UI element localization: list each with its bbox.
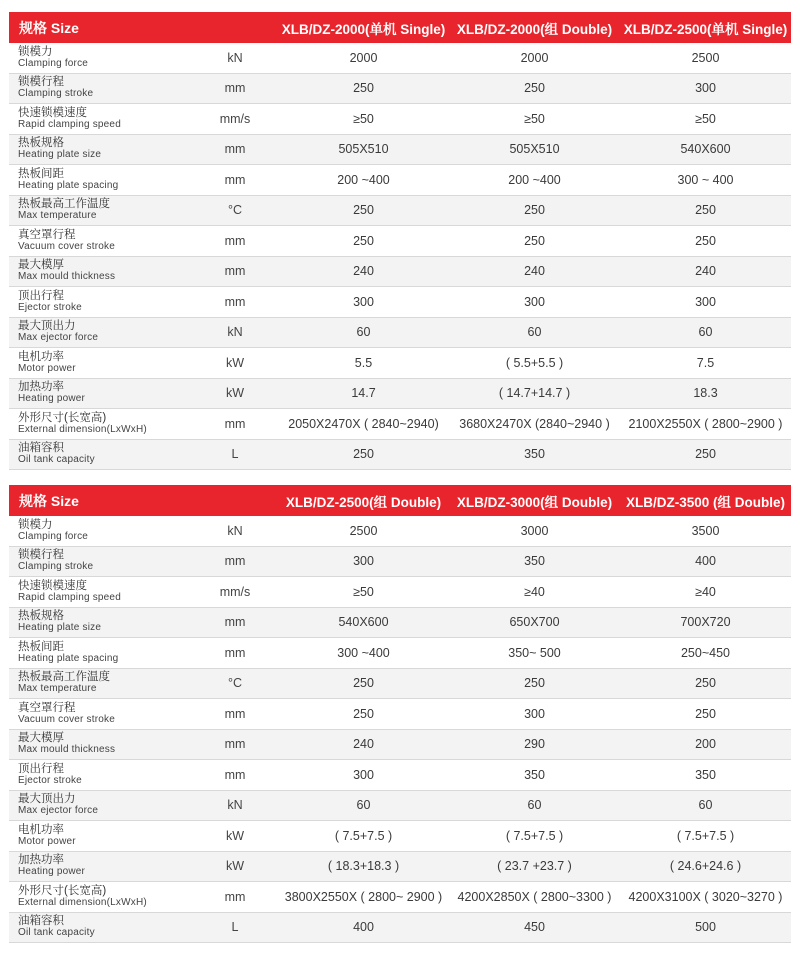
spec-value-cell: 350~ 500	[449, 638, 620, 669]
table-row	[9, 378, 791, 409]
table-row	[9, 165, 791, 196]
spec-value-cell: 3680X2470X (2840~2940 )	[449, 409, 620, 440]
spec-unit-cell: L	[192, 912, 278, 943]
spec-unit-cell: mm/s	[192, 577, 278, 608]
spec-unit-cell: L	[192, 439, 278, 470]
spec-unit-cell: kW	[192, 348, 278, 379]
spec-label-cell	[9, 577, 192, 608]
spec-label-en: Heating power	[18, 866, 86, 878]
spec-label-zh: 最大模厚	[18, 732, 64, 745]
table-row	[9, 912, 791, 943]
table-row	[9, 43, 791, 73]
spec-label-en: Heating power	[18, 393, 86, 405]
spec-value-cell: 250	[278, 226, 449, 257]
spec-value-cell: 540X600	[278, 607, 449, 638]
spec-value-cell: 300	[278, 760, 449, 791]
spec-label-cell	[9, 43, 192, 73]
spec-unit-cell: mm	[192, 165, 278, 196]
spec-value-cell: 240	[278, 256, 449, 287]
spec-unit-cell: mm	[192, 287, 278, 318]
spec-label-cell	[9, 546, 192, 577]
table-row	[9, 607, 791, 638]
spec-value-cell: 240	[278, 729, 449, 760]
spec-label-en: Max ejector force	[18, 805, 99, 817]
spec-label-cell	[9, 729, 192, 760]
spec-label-cell	[9, 287, 192, 318]
spec-unit-cell: mm	[192, 73, 278, 104]
spec-unit-cell: mm	[192, 226, 278, 257]
spec-table-body	[9, 516, 791, 943]
spec-value-cell: ( 23.7 +23.7 )	[449, 851, 620, 882]
table-row	[9, 668, 791, 699]
spec-label-en: Vacuum cover stroke	[18, 240, 115, 252]
spec-label-en: Rapid clamping speed	[18, 591, 121, 603]
spec-value-cell: 400	[620, 546, 791, 577]
spec-label-cell	[9, 699, 192, 730]
table-row	[9, 287, 791, 318]
spec-label-zh: 锁模行程	[18, 76, 64, 89]
spec-label-en: Ejector stroke	[18, 774, 82, 786]
spec-unit-cell: mm	[192, 729, 278, 760]
spec-unit-cell: °C	[192, 195, 278, 226]
spec-value-cell: 2000	[449, 43, 620, 73]
spec-value-cell: 60	[449, 317, 620, 348]
table-row	[9, 317, 791, 348]
spec-value-cell: ≥50	[620, 104, 791, 135]
table-row	[9, 821, 791, 852]
spec-label-en: Clamping stroke	[18, 561, 94, 573]
spec-value-cell: 500	[620, 912, 791, 943]
spec-label-cell	[9, 73, 192, 104]
spec-value-cell: 18.3	[620, 378, 791, 409]
spec-label-en: Motor power	[18, 835, 76, 847]
table-row	[9, 256, 791, 287]
spec-value-cell: 240	[449, 256, 620, 287]
spec-value-cell: 505X510	[449, 134, 620, 165]
spec-label-cell	[9, 378, 192, 409]
spec-value-cell: 250	[278, 73, 449, 104]
spec-value-cell: 540X600	[620, 134, 791, 165]
table-row	[9, 760, 791, 791]
spec-value-cell: 60	[620, 317, 791, 348]
spec-value-cell: 650X700	[449, 607, 620, 638]
table-row	[9, 439, 791, 470]
spec-label-en: Heating plate size	[18, 149, 102, 161]
spec-label-cell	[9, 226, 192, 257]
spec-value-cell: ( 18.3+18.3 )	[278, 851, 449, 882]
spec-label-zh: 锁模力	[18, 518, 53, 531]
table-row	[9, 195, 791, 226]
spec-label-cell	[9, 256, 192, 287]
spec-label-zh: 锁模行程	[18, 549, 64, 562]
spec-value-cell: 250	[278, 195, 449, 226]
spec-label-en: Max temperature	[18, 210, 97, 222]
spec-value-cell: ≥40	[449, 577, 620, 608]
table-row	[9, 699, 791, 730]
spec-label-cell	[9, 638, 192, 669]
spec-label-cell	[9, 439, 192, 470]
spec-label-en: Oil tank capacity	[18, 454, 95, 466]
spec-unit-cell: kW	[192, 378, 278, 409]
spec-label-zh: 最大顶出力	[18, 320, 76, 333]
spec-value-cell: ( 7.5+7.5 )	[620, 821, 791, 852]
spec-value-cell: 450	[449, 912, 620, 943]
spec-label-zh: 快速锁模速度	[18, 579, 87, 592]
spec-unit-cell: mm	[192, 607, 278, 638]
spec-value-cell: 250	[278, 439, 449, 470]
spec-value-cell: 60	[278, 790, 449, 821]
table-row	[9, 134, 791, 165]
spec-value-cell: 4200X3100X ( 3020~3270 )	[620, 882, 791, 913]
spec-value-cell: 300	[278, 287, 449, 318]
spec-label-cell	[9, 790, 192, 821]
spec-value-cell: 60	[620, 790, 791, 821]
spec-label-cell	[9, 851, 192, 882]
spec-value-cell: 700X720	[620, 607, 791, 638]
spec-unit-cell: mm	[192, 256, 278, 287]
model-heading: XLB/DZ-2500(单机 Single)	[620, 12, 791, 43]
spec-value-cell: 350	[449, 760, 620, 791]
spec-label-zh: 顶出行程	[18, 762, 64, 775]
spec-value-cell: 250	[620, 195, 791, 226]
spec-label-zh: 外形尺寸(长宽高)	[18, 411, 107, 424]
table-row	[9, 790, 791, 821]
spec-value-cell: 400	[278, 912, 449, 943]
model-heading: XLB/DZ-3500 (组 Double)	[620, 485, 791, 516]
spec-label-zh: 热板规格	[18, 610, 64, 623]
spec-value-cell: 300 ~ 400	[620, 165, 791, 196]
spec-label-zh: 热板间距	[18, 167, 64, 180]
spec-label-zh: 最大顶出力	[18, 793, 76, 806]
spec-value-cell: 250	[449, 226, 620, 257]
spec-value-cell: 200	[620, 729, 791, 760]
spec-value-cell: ≥40	[620, 577, 791, 608]
table-row	[9, 409, 791, 440]
spec-table-1	[9, 12, 791, 470]
spec-value-cell: 505X510	[278, 134, 449, 165]
spec-value-cell: 200 ~400	[449, 165, 620, 196]
spec-unit-cell: mm	[192, 699, 278, 730]
spec-label-en: Max ejector force	[18, 332, 99, 344]
spec-label-cell	[9, 165, 192, 196]
model-heading: XLB/DZ-2500(组 Double)	[278, 485, 449, 516]
spec-label-en: Rapid clamping speed	[18, 118, 121, 130]
spec-value-cell: 2500	[620, 43, 791, 73]
size-heading: 规格 Size	[9, 485, 278, 516]
spec-value-cell: 300	[278, 546, 449, 577]
spec-label-zh: 快速锁模速度	[18, 106, 87, 119]
spec-value-cell: 350	[620, 760, 791, 791]
spec-label-zh: 油箱容积	[18, 442, 64, 455]
spec-label-zh: 热板规格	[18, 137, 64, 150]
spec-unit-cell: kN	[192, 790, 278, 821]
table-header-row	[9, 12, 791, 43]
table-row	[9, 73, 791, 104]
spec-label-cell	[9, 409, 192, 440]
spec-label-en: Clamping force	[18, 57, 89, 69]
spec-unit-cell: kN	[192, 43, 278, 73]
spec-value-cell: 3500	[620, 516, 791, 546]
spec-value-cell: ≥50	[449, 104, 620, 135]
spec-label-en: Vacuum cover stroke	[18, 713, 115, 725]
spec-value-cell: 60	[278, 317, 449, 348]
spec-label-cell	[9, 912, 192, 943]
spec-unit-cell: mm	[192, 638, 278, 669]
spec-unit-cell: mm/s	[192, 104, 278, 135]
spec-value-cell: 250	[620, 699, 791, 730]
spec-label-zh: 锁模力	[18, 45, 53, 58]
spec-value-cell: ( 7.5+7.5 )	[278, 821, 449, 852]
size-heading: 规格 Size	[9, 12, 278, 43]
spec-table-body	[9, 43, 791, 470]
table-row	[9, 882, 791, 913]
spec-value-cell: ( 5.5+5.5 )	[449, 348, 620, 379]
spec-unit-cell: kN	[192, 516, 278, 546]
spec-value-cell: 2000	[278, 43, 449, 73]
spec-label-zh: 最大模厚	[18, 259, 64, 272]
spec-unit-cell: °C	[192, 668, 278, 699]
spec-value-cell: 250	[278, 668, 449, 699]
spec-label-cell	[9, 882, 192, 913]
model-heading: XLB/DZ-2000(组 Double)	[449, 12, 620, 43]
table-row	[9, 638, 791, 669]
spec-value-cell: 300	[449, 699, 620, 730]
spec-label-cell	[9, 821, 192, 852]
spec-label-cell	[9, 104, 192, 135]
spec-label-en: Clamping force	[18, 530, 89, 542]
table-row	[9, 577, 791, 608]
spec-label-en: Max mould thickness	[18, 271, 116, 283]
spec-value-cell: 250~450	[620, 638, 791, 669]
spec-value-cell: 2050X2470X ( 2840~2940)	[278, 409, 449, 440]
spec-value-cell: 350	[449, 546, 620, 577]
spec-label-cell	[9, 317, 192, 348]
spec-value-cell: 250	[449, 668, 620, 699]
spec-value-cell: 290	[449, 729, 620, 760]
spec-label-zh: 外形尺寸(长宽高)	[18, 884, 107, 897]
spec-value-cell: 4200X2850X ( 2800~3300 )	[449, 882, 620, 913]
spec-value-cell: 250	[620, 668, 791, 699]
spec-unit-cell: mm	[192, 546, 278, 577]
spec-value-cell: 250	[449, 195, 620, 226]
model-heading: XLB/DZ-3000(组 Double)	[449, 485, 620, 516]
table-row	[9, 516, 791, 546]
spec-label-cell	[9, 668, 192, 699]
spec-label-zh: 热板最高工作温度	[18, 198, 110, 211]
spec-label-zh: 电机功率	[18, 823, 64, 836]
spec-label-en: Max mould thickness	[18, 744, 116, 756]
spec-label-en: Max temperature	[18, 683, 97, 695]
spec-label-cell	[9, 516, 192, 546]
spec-label-cell	[9, 134, 192, 165]
spec-label-zh: 电机功率	[18, 350, 64, 363]
spec-label-cell	[9, 760, 192, 791]
spec-label-zh: 油箱容积	[18, 915, 64, 928]
spec-value-cell: ≥50	[278, 104, 449, 135]
spec-label-en: External dimension(LxWxH)	[18, 896, 147, 908]
spec-table-2	[9, 485, 791, 943]
spec-value-cell: 240	[620, 256, 791, 287]
spec-unit-cell: mm	[192, 760, 278, 791]
spec-value-cell: 7.5	[620, 348, 791, 379]
spec-unit-cell: kW	[192, 821, 278, 852]
spec-value-cell: 5.5	[278, 348, 449, 379]
spec-label-en: Heating plate size	[18, 622, 102, 634]
spec-unit-cell: kW	[192, 851, 278, 882]
table-row	[9, 348, 791, 379]
spec-label-zh: 加热功率	[18, 854, 64, 867]
spec-value-cell: 300	[449, 287, 620, 318]
spec-label-zh: 加热功率	[18, 381, 64, 394]
spec-label-zh: 真空罩行程	[18, 701, 76, 714]
spec-value-cell: 200 ~400	[278, 165, 449, 196]
spec-label-en: Oil tank capacity	[18, 927, 95, 939]
spec-value-cell: 250	[278, 699, 449, 730]
spec-unit-cell: mm	[192, 882, 278, 913]
table-row	[9, 851, 791, 882]
table-header-row	[9, 485, 791, 516]
spec-value-cell: 300	[620, 287, 791, 318]
spec-value-cell: 350	[449, 439, 620, 470]
spec-unit-cell: mm	[192, 134, 278, 165]
spec-value-cell: 2100X2550X ( 2800~2900 )	[620, 409, 791, 440]
spec-label-en: Clamping stroke	[18, 88, 94, 100]
spec-label-zh: 热板间距	[18, 640, 64, 653]
spec-value-cell: 60	[449, 790, 620, 821]
spec-label-cell	[9, 607, 192, 638]
spec-value-cell: ≥50	[278, 577, 449, 608]
table-row	[9, 104, 791, 135]
table-row	[9, 546, 791, 577]
spec-unit-cell: mm	[192, 409, 278, 440]
spec-label-zh: 顶出行程	[18, 289, 64, 302]
spec-label-en: Motor power	[18, 362, 76, 374]
spec-value-cell: 300 ~400	[278, 638, 449, 669]
spec-label-en: Heating plate spacing	[18, 179, 119, 191]
spec-value-cell: 14.7	[278, 378, 449, 409]
spec-label-cell	[9, 195, 192, 226]
table-row	[9, 729, 791, 760]
spec-value-cell: 3800X2550X ( 2800~ 2900 )	[278, 882, 449, 913]
spec-label-en: External dimension(LxWxH)	[18, 423, 147, 435]
spec-value-cell: ( 7.5+7.5 )	[449, 821, 620, 852]
spec-value-cell: 250	[449, 73, 620, 104]
spec-unit-cell: kN	[192, 317, 278, 348]
spec-value-cell: 250	[620, 226, 791, 257]
spec-value-cell: 3000	[449, 516, 620, 546]
spec-label-en: Heating plate spacing	[18, 652, 119, 664]
spec-value-cell: ( 24.6+24.6 )	[620, 851, 791, 882]
spec-value-cell: 2500	[278, 516, 449, 546]
model-heading: XLB/DZ-2000(单机 Single)	[278, 12, 449, 43]
spec-value-cell: ( 14.7+14.7 )	[449, 378, 620, 409]
spec-value-cell: 300	[620, 73, 791, 104]
spec-label-zh: 热板最高工作温度	[18, 671, 110, 684]
spec-value-cell: 250	[620, 439, 791, 470]
table-row	[9, 226, 791, 257]
spec-label-zh: 真空罩行程	[18, 228, 76, 241]
spec-label-en: Ejector stroke	[18, 301, 82, 313]
spec-label-cell	[9, 348, 192, 379]
